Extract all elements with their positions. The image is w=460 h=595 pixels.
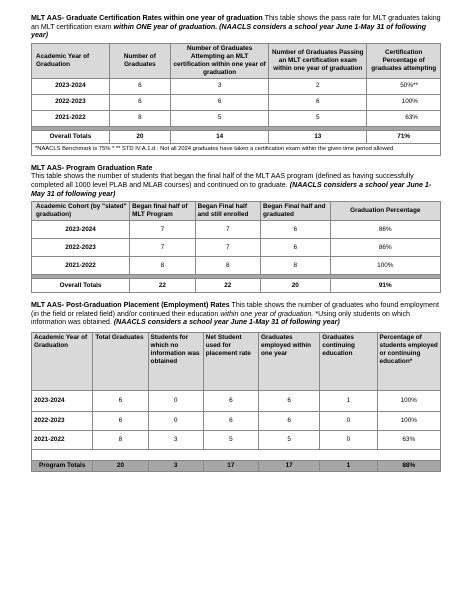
year-cell: 2022-2023 [32, 411, 93, 430]
table-cell: 7 [195, 221, 260, 239]
totals-cell: 20 [109, 130, 170, 143]
table-cell: 6 [258, 411, 319, 430]
table-row [32, 390, 441, 411]
table-cell: 86% [330, 221, 440, 239]
table-cell: 8 [93, 430, 148, 449]
totals-cell: 14 [171, 130, 269, 143]
column-header: Graduation Percentage [330, 202, 440, 221]
totals-cell: 88% [377, 460, 440, 471]
graduation-rate-table [31, 201, 441, 293]
table-separator [32, 449, 441, 460]
table-cell: 7 [195, 239, 260, 257]
year-cell: 2021-2022 [32, 110, 110, 126]
table-header-row [32, 202, 441, 221]
table-cell: 8 [109, 110, 170, 126]
totals-label: Overall Totals [32, 279, 130, 293]
table-cell: 6 [109, 94, 170, 110]
column-header: Began Final half and graduated [261, 202, 331, 221]
totals-row [32, 279, 441, 293]
section3-desc-italic: within one year of graduation. [220, 309, 314, 318]
column-header: Academic Year of Graduation [32, 332, 93, 390]
table-cell: 3 [171, 78, 269, 94]
table-cell: 5 [269, 110, 367, 126]
totals-cell: 17 [203, 460, 258, 471]
column-header: Students for which no information was obtained [148, 332, 203, 390]
column-header: Graduates continuing education [320, 332, 377, 390]
section3-intro [31, 301, 441, 327]
column-header: Percentage of students employed or continuing education* [377, 332, 440, 390]
column-header: Academic Year of Graduation [32, 43, 110, 78]
table-cell: 8 [195, 257, 260, 275]
column-header: Number of Graduates [109, 43, 170, 78]
totals-cell: 71% [367, 130, 441, 143]
column-header: Total Graduates [93, 332, 148, 390]
table-cell: 6 [261, 221, 331, 239]
table-cell: 63% [367, 110, 441, 126]
table-row [32, 239, 441, 257]
table-cell: 6 [93, 411, 148, 430]
table-row [32, 110, 441, 126]
year-cell: 2022-2023 [32, 239, 130, 257]
table-cell: 6 [93, 390, 148, 411]
section2-desc: This table shows the number of students that began the final half of the MLT AAS program (defined as having successfully completed all 1000 level PLAB and MLAB courses) and continued on to graduate. [31, 172, 414, 189]
section3-desc2: *Using only students on which information was obtained. [31, 309, 410, 327]
table-cell: 6 [269, 94, 367, 110]
placement-table [31, 332, 441, 472]
totals-cell: 91% [330, 279, 440, 293]
section2-desc-emph: (NAACLS considers a school year June 1-May 31 of following year) [31, 180, 432, 198]
section2-title: MLT AAS- Program Graduation Rate [31, 163, 153, 172]
section2-intro [31, 172, 441, 198]
column-header: Number of Graduates Passing an MLT certification exam within one year of graduation [269, 43, 367, 78]
totals-row [32, 460, 441, 471]
section3-desc: This table shows the number of graduates who found employment (in the field or related field) and/or continued their education [31, 301, 439, 318]
year-cell: 2023-2024 [32, 221, 130, 239]
table-cell: 6 [171, 94, 269, 110]
table-cell: 5 [203, 430, 258, 449]
table-cell: 6 [203, 390, 258, 411]
table-row [32, 411, 441, 430]
table-cell: 2 [269, 78, 367, 94]
table-cell: 6 [203, 411, 258, 430]
table-cell: 3 [148, 430, 203, 449]
totals-cell: 22 [195, 279, 260, 293]
benchmark-note: *NAACLS Benchmark is 75% * ** STD IV.A.1.d : Not all 2024 graduates have taken a certification exam within the given time period allowed. [32, 143, 441, 155]
totals-cell: 22 [130, 279, 195, 293]
year-cell: 2021-2022 [32, 257, 130, 275]
year-cell: 2022-2023 [32, 94, 110, 110]
totals-cell: 20 [93, 460, 148, 471]
column-header: Number of Graduates Attempting an MLT certification within one year of graduation [171, 43, 269, 78]
page [31, 14, 441, 472]
table-cell: 63% [377, 430, 440, 449]
totals-cell: 1 [320, 460, 377, 471]
section3-desc-emph: (NAACLS considers a school year June 1-May 31 of following year) [113, 318, 340, 327]
table-row [32, 257, 441, 275]
table-cell: 0 [320, 411, 377, 430]
section3-title: MLT AAS- Post-Graduation Placement (Employment) Rates [31, 301, 230, 310]
totals-row [32, 130, 441, 143]
table-cell: 6 [109, 78, 170, 94]
table-cell: 6 [261, 239, 331, 257]
table-cell: 6 [258, 390, 319, 411]
section1-title: MLT AAS- Graduate Certification Rates within one year of graduation [31, 14, 263, 22]
table-cell: 5 [258, 430, 319, 449]
column-header: Began final half of MLT Program [130, 202, 195, 221]
table-cell: 50%** [367, 78, 441, 94]
year-cell: 2023-2024 [32, 390, 93, 411]
table-cell: 0 [320, 430, 377, 449]
table-row [32, 430, 441, 449]
totals-label: Overall Totals [32, 130, 110, 143]
column-header: Certification Percentage of graduates attempting [367, 43, 441, 78]
table-cell: 7 [130, 239, 195, 257]
column-header: Began Final half and still enrolled [195, 202, 260, 221]
table-cell: 100% [377, 411, 440, 430]
table-cell: 100% [377, 390, 440, 411]
column-header: Net Student used for placement rate [203, 332, 258, 390]
section1-desc-emph: within ONE year of graduation. (NAACLS considers a school year June 1-May 31 of following year) [31, 22, 427, 40]
totals-cell: 20 [261, 279, 331, 293]
table-cell: 8 [261, 257, 331, 275]
section1-desc: This table shows the pass rate for MLT graduates taking an MLT certification exam [31, 14, 441, 31]
column-header: Graduates employed within one year [258, 332, 319, 390]
table-header-row [32, 43, 441, 78]
certification-table [31, 43, 441, 156]
note-row [32, 143, 441, 155]
totals-label: Program Totals [32, 460, 93, 471]
table-row [32, 78, 441, 94]
totals-cell: 17 [258, 460, 319, 471]
table-cell: 100% [330, 257, 440, 275]
table-cell: 8 [130, 257, 195, 275]
section1-intro [31, 14, 441, 40]
column-header: Academic Cohort (by "slated" graduation) [32, 202, 130, 221]
table-cell: 86% [330, 239, 440, 257]
year-cell: 2023-2024 [32, 78, 110, 94]
table-cell: 100% [367, 94, 441, 110]
table-header-row [32, 332, 441, 390]
year-cell: 2021-2022 [32, 430, 93, 449]
table-cell: 0 [148, 411, 203, 430]
table-cell: 1 [320, 390, 377, 411]
table-row [32, 94, 441, 110]
totals-cell: 13 [269, 130, 367, 143]
table-cell: 0 [148, 390, 203, 411]
table-row [32, 221, 441, 239]
table-cell: 7 [130, 221, 195, 239]
totals-cell: 3 [148, 460, 203, 471]
table-cell: 5 [171, 110, 269, 126]
